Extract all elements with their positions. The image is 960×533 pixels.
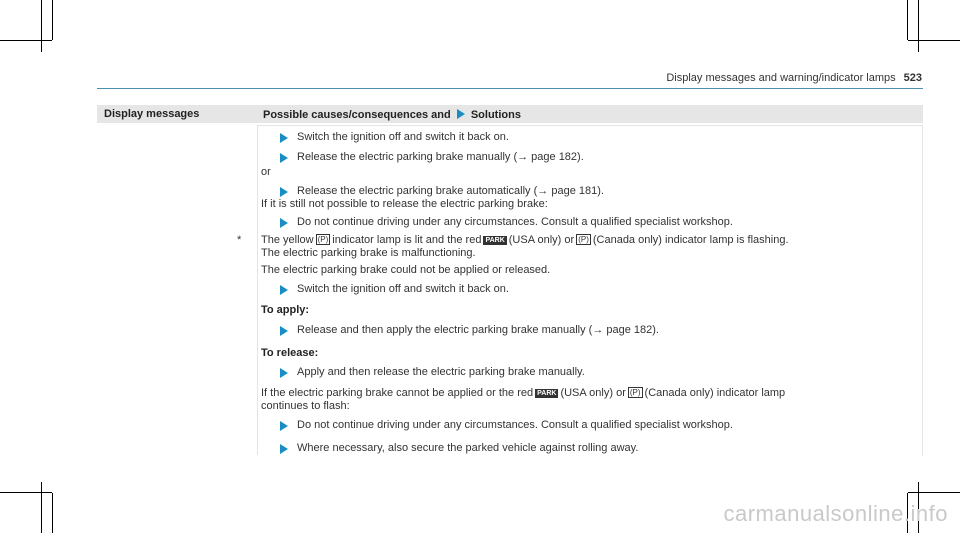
col-header-causes-solutions: Possible causes/consequences and Solutions <box>263 109 521 121</box>
crop-mark <box>0 40 52 41</box>
to-apply-heading: To apply: <box>261 304 310 316</box>
step-text: Switch the ignition off and switch it back on. <box>297 283 509 295</box>
step-text: Switch the ignition off and switch it back on. <box>297 131 509 143</box>
crop-mark <box>907 0 908 40</box>
step-text: Do not continue driving under any circumstances. Consult a qualified specialist workshop. <box>297 216 733 228</box>
solutions-cell <box>237 125 923 456</box>
section-title: Display messages and warning/indicator lamps <box>666 72 896 84</box>
play-arrow-icon <box>457 109 465 119</box>
page-number: 523 <box>903 72 922 84</box>
col-header-display-messages: Display messages <box>104 108 200 120</box>
crop-mark <box>0 492 52 493</box>
crop-mark <box>41 0 42 52</box>
to-release-heading: To release: <box>261 347 319 359</box>
arrow-bullet-icon <box>280 218 288 228</box>
arrow-bullet-icon <box>280 421 288 431</box>
arrow-bullet-icon <box>280 187 288 197</box>
body-text: If it is still not possible to release the electric parking brake: <box>261 198 548 210</box>
arrow-bullet-icon <box>280 285 288 295</box>
step-text: Apply and then release the electric parking brake manually. <box>297 366 585 378</box>
step-text: Do not continue driving under any circumstances. Consult a qualified specialist workshop. <box>297 419 733 431</box>
crop-mark <box>41 482 42 533</box>
footnote-star: * <box>237 234 242 246</box>
step-text: Where necessary, also secure the parked vehicle against rolling away. <box>297 442 639 454</box>
display-message-cell <box>97 125 258 455</box>
brake-lamp-icon: (P) <box>629 388 641 397</box>
or-text: or <box>261 166 271 178</box>
arrow-bullet-icon <box>280 444 288 454</box>
park-lamp-icon: PARK <box>485 237 505 244</box>
crop-mark <box>52 493 53 533</box>
arrow-bullet-icon <box>280 326 288 336</box>
park-lamp-icon: PARK <box>537 390 557 397</box>
watermark: carmanualsonline.info <box>723 501 948 526</box>
arrow-bullet-icon <box>280 133 288 143</box>
brake-lamp-icon: (P) <box>317 235 329 244</box>
crop-mark <box>908 40 960 41</box>
crop-mark <box>908 492 960 493</box>
crop-mark <box>918 0 919 52</box>
table-header <box>97 105 923 123</box>
body-text: continues to flash: <box>261 400 350 412</box>
running-header <box>666 72 922 84</box>
body-text: The electric parking brake is malfunctioning. <box>261 247 476 259</box>
step-text: Release and then apply the electric parking brake manually (→ page 182). <box>297 324 659 336</box>
messages-table <box>97 105 923 455</box>
step-text: Release the electric parking brake automatically (→ page 181). <box>297 185 604 197</box>
step-text: Release the electric parking brake manually (→ page 182). <box>297 151 584 163</box>
brake-lamp-icon: (P) <box>578 235 589 244</box>
arrow-bullet-icon <box>280 153 288 163</box>
lamp-status-text: The yellow (P) indicator lamp is lit and the red PARK (USA only) or (P) (Canada only) indicator lamp is flashing. <box>261 234 789 246</box>
crop-mark <box>52 0 53 40</box>
body-text: If the electric parking brake cannot be applied or the red PARK (USA only) or (P) (Canada only) indicator lamp <box>261 387 786 399</box>
body-text: The electric parking brake could not be applied or released. <box>261 264 551 276</box>
arrow-bullet-icon <box>280 368 288 378</box>
header-rule <box>97 88 923 89</box>
